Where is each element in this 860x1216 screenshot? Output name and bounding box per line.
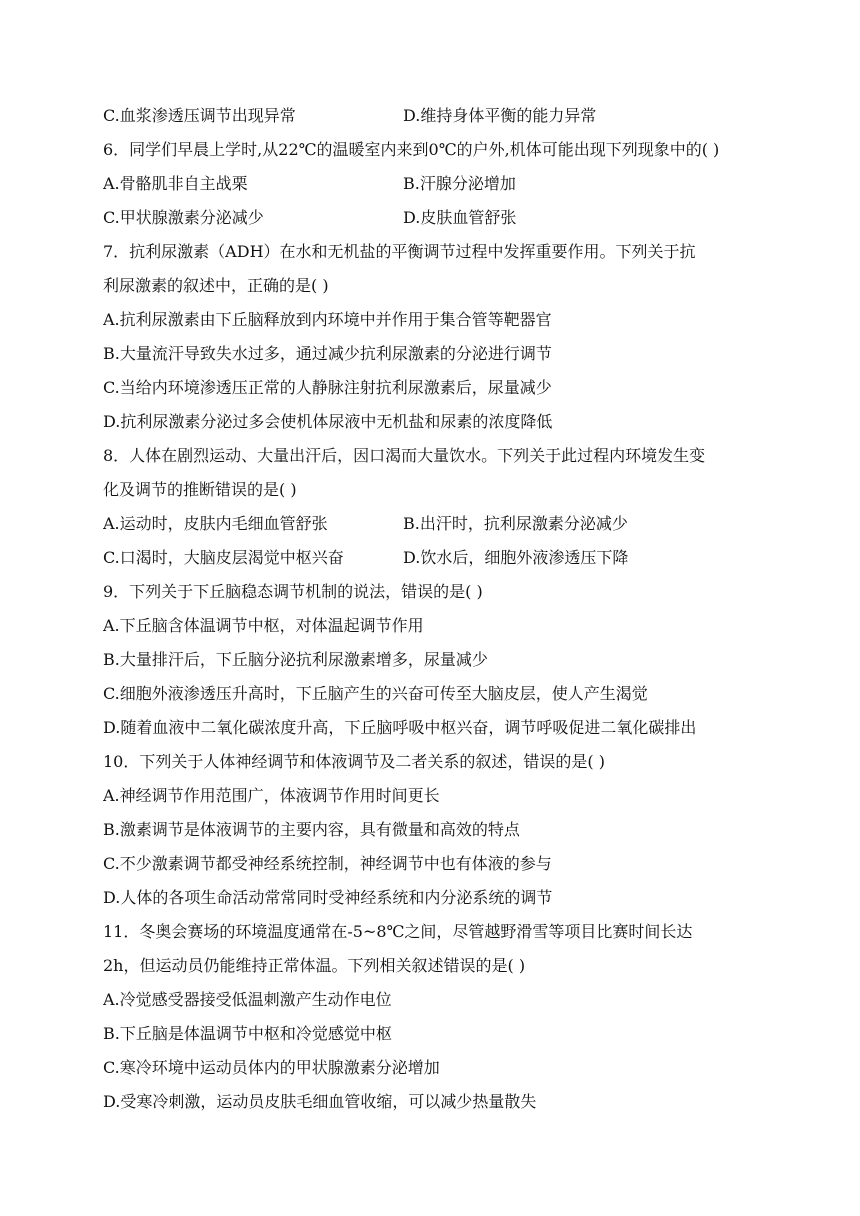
q10-option-d: D.人体的各项生命活动常常同时受神经系统和内分泌系统的调节	[103, 888, 553, 907]
q8-stem-line1: 8．人体在剧烈运动、大量出汗后，因口渴而大量饮水。下列关于此过程内环境发生变	[103, 446, 706, 465]
q8-option-c: C.口渴时，大脑皮层渴觉中枢兴奋	[103, 548, 344, 567]
q9-option-d: D.随着血液中二氧化碳浓度升高，下丘脑呼吸中枢兴奋，调节呼吸促进二氧化碳排出	[103, 718, 697, 737]
q6-option-a: A.骨骼肌非自主战栗	[103, 174, 248, 193]
q7-option-d: D.抗利尿激素分泌过多会使机体尿液中无机盐和尿素的浓度降低	[103, 412, 553, 431]
q8-option-b: B.出汗时，抗利尿激素分泌减少	[403, 514, 628, 533]
q10-stem: 10．下列关于人体神经调节和体液调节及二者关系的叙述，错误的是( )	[103, 752, 605, 771]
q10-option-c: C.不少激素调节都受神经系统控制，神经调节中也有体液的参与	[103, 854, 552, 873]
q11-stem-line2: 2h，但运动员仍能维持正常体温。下列相关叙述错误的是( )	[103, 956, 526, 975]
q6-option-c: C.甲状腺激素分泌减少	[103, 208, 264, 227]
q6-option-b: B.汗腺分泌增加	[403, 174, 516, 193]
q9-option-b: B.大量排汗后，下丘脑分泌抗利尿激素增多，尿量减少	[103, 650, 488, 669]
q6-options-ab	[103, 170, 783, 204]
q9-stem: 9．下列关于下丘脑稳态调节机制的说法，错误的是( )	[103, 582, 483, 601]
q8-options-cd	[103, 544, 783, 578]
q7-stem-line1: 7．抗利尿激素（ADH）在水和无机盐的平衡调节过程中发挥重要作用。下列关于抗	[103, 242, 696, 261]
q11-option-b: B.下丘脑是体温调节中枢和冷觉感觉中枢	[103, 1024, 392, 1043]
q5-option-c: C.血浆渗透压调节出现异常	[103, 106, 296, 125]
q11-option-a: A.冷觉感受器接受低温刺激产生动作电位	[103, 990, 392, 1009]
q10-option-a: A.神经调节作用范围广，体液调节作用时间更长	[103, 786, 440, 805]
q5-options-cd	[103, 102, 783, 136]
q11-option-d: D.受寒冷刺激，运动员皮肤毛细血管收缩，可以减少热量散失	[103, 1092, 537, 1111]
q7-option-a: A.抗利尿激素由下丘脑释放到内环境中并作用于集合管等靶器官	[103, 310, 552, 329]
q11-option-c: C.寒冷环境中运动员体内的甲状腺激素分泌增加	[103, 1058, 440, 1077]
q8-option-d: D.饮水后，细胞外液渗透压下降	[403, 548, 629, 567]
q8-stem-line2: 化及调节的推断错误的是( )	[103, 480, 297, 499]
q7-stem-line2: 利尿激素的叙述中，正确的是( )	[103, 276, 329, 295]
question-list	[103, 102, 783, 1122]
q6-option-d: D.皮肤血管舒张	[403, 208, 517, 227]
q10-option-b: B.激素调节是体液调节的主要内容，具有微量和高效的特点	[103, 820, 520, 839]
q9-option-c: C.细胞外液渗透压升高时，下丘脑产生的兴奋可传至大脑皮层，使人产生渴觉	[103, 684, 648, 703]
q5-option-d: D.维持身体平衡的能力异常	[403, 106, 597, 125]
q6-stem: 6．同学们早晨上学时,从22℃的温暖室内来到0℃的户外,机体可能出现下列现象中的( )	[103, 140, 720, 159]
q8-options-ab	[103, 510, 783, 544]
q11-stem-line1: 11．冬奥会赛场的环境温度通常在-5~8℃之间，尽管越野滑雪等项目比赛时间长达	[103, 922, 693, 941]
q7-option-c: C.当给内环境渗透压正常的人静脉注射抗利尿激素后，尿量减少	[103, 378, 552, 397]
q8-option-a: A.运动时，皮肤内毛细血管舒张	[103, 514, 328, 533]
q7-option-b: B.大量流汗导致失水过多，通过减少抗利尿激素的分泌进行调节	[103, 344, 552, 363]
q6-options-cd	[103, 204, 783, 238]
q9-option-a: A.下丘脑含体温调节中枢，对体温起调节作用	[103, 616, 424, 635]
